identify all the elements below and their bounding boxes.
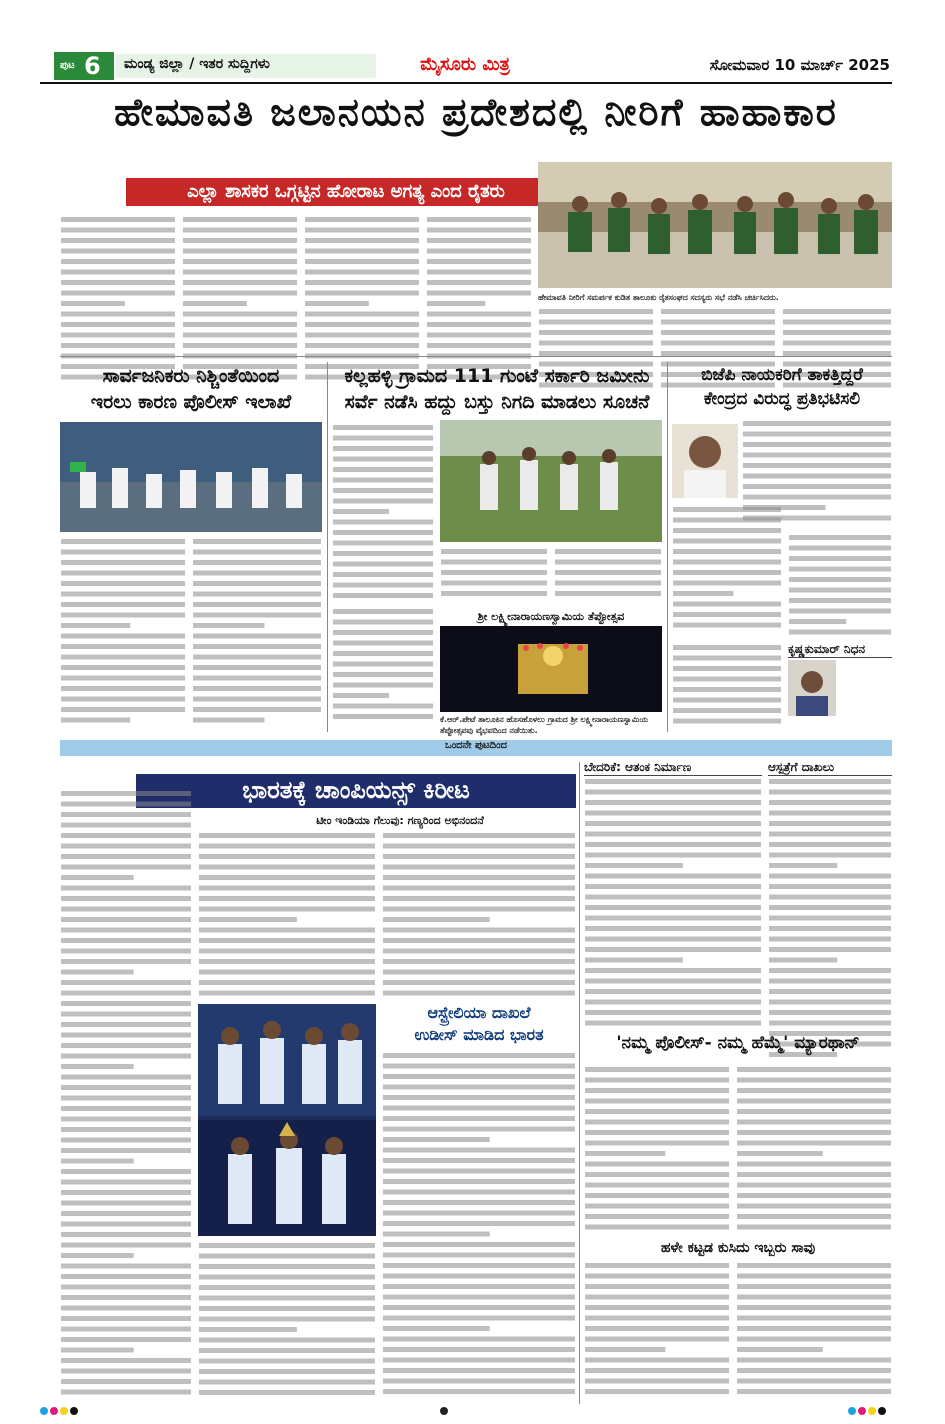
text-lines (554, 546, 662, 606)
text-lines (60, 214, 176, 388)
divider (667, 362, 668, 732)
lead-body-col-2 (182, 214, 298, 388)
text-lines (736, 1064, 892, 1236)
text-lines (332, 422, 434, 602)
land-headline-2: ಸರ್ವೆ ನಡೆಸಿ ಹದ್ದು ಬಸ್ತು ನಿಗದಿ ಮಾಡಲು ಸೂಚನೆ (344, 391, 650, 413)
text-lines (198, 830, 376, 1000)
divider (579, 762, 580, 1404)
lead-subhead: ಎಲ್ಲಾ ಶಾಸಕರ ಒಗ್ಗಟ್ಟಿನ ಹೋರಾಟ ಅಗತ್ಯ ಎಂದ ರೈತರು (126, 178, 566, 206)
newspaper-page (40, 44, 892, 1384)
land-body-col-2 (440, 546, 548, 606)
hospital-body (768, 776, 892, 1060)
obituary-title: ಕೃಷ್ಣಕುಮಾರ್ ನಿಧನ (788, 642, 892, 658)
land-headline-1: ಕಲ್ಲಹಳ್ಳಿ ಗ್ರಾಮದ 111 ಗುಂಟೆ ಸರ್ಕಾರಿ ಜಮೀನು (344, 365, 650, 387)
land-survey-photo (440, 420, 662, 542)
issue-date: ಸೋಮವಾರ 10 ಮಾರ್ಚ್ 2025 (709, 56, 890, 74)
lead-body-col-1 (60, 214, 176, 388)
cricket-body-col-3 (382, 830, 576, 1000)
land-body-col-1 (332, 422, 434, 602)
registration-mark (440, 1400, 512, 1410)
politician-photo (672, 424, 738, 498)
marathon-body-col-2 (736, 1064, 892, 1236)
land-body-col-3 (554, 546, 662, 606)
cricket-headline: ಭಾರತಕ್ಕೆ ಚಾಂಪಿಯನ್ಸ್ ಕಿರೀಟ (136, 774, 576, 808)
page-number: 6 (84, 52, 101, 80)
text-lines (198, 1240, 376, 1404)
lead-photo (538, 162, 892, 288)
cricket-celebration-photo (198, 1004, 376, 1236)
collapse-body-col-1 (584, 1260, 730, 1404)
temple-festival-photo (440, 626, 662, 712)
text-lines (60, 788, 192, 1404)
hospital-title: ಆಸ್ಪತ್ರೆಗೆ ದಾಖಲು (768, 760, 892, 776)
continued-from-front-ribbon: ಒಂದನೇ ಪುಟದಿಂದ (60, 740, 892, 756)
land-body-col-4 (332, 606, 434, 728)
cricket-body-col-4 (198, 1240, 376, 1404)
text-lines (672, 504, 782, 638)
fear-body (584, 776, 762, 1026)
print-color-bar (848, 1400, 920, 1410)
text-lines (440, 546, 548, 606)
text-lines (382, 1050, 576, 1404)
lead-headline: ಹೇಮಾವತಿ ಜಲಾನಯನ ಪ್ರದೇಶದಲ್ಲಿ ನೀರಿಗೆ ಹಾಹಾಕಾರ (114, 90, 838, 134)
text-lines (426, 214, 532, 388)
print-color-bar (40, 1400, 112, 1410)
police-marathon-photo (60, 422, 322, 532)
divider (327, 362, 328, 732)
page-number-badge (54, 52, 114, 80)
fear-title: ಬೇದರಿಕೆ: ಆತಂಕ ನಿರ್ಮಾಣ (584, 760, 762, 776)
obituary-photo (788, 660, 836, 716)
temple-festival-title: ಶ್ರೀ ಲಕ್ಷ್ಮೀನಾರಾಯಣಸ್ವಾಮಿಯ ತೆಪ್ಪೋತ್ಸವ (477, 610, 625, 623)
cricket-body-col-5 (382, 1050, 576, 1404)
text-lines (192, 536, 322, 728)
text-lines (584, 1260, 730, 1404)
page-label: ಪುಟ (60, 60, 75, 71)
lead-body-col-4 (426, 214, 532, 388)
section-title: ಮಂಡ್ಯ ಜಿಲ್ಲಾ / ಇತರ ಸುದ್ದಿಗಳು (116, 54, 376, 78)
collapse-headline: ಹಳೇ ಕಟ್ಟಡ ಕುಸಿದು ಇಬ್ಬರು ಸಾವು (660, 1240, 816, 1256)
text-lines (382, 830, 576, 1000)
police-headline-2: ಇರಲು ಕಾರಣ ಪೊಲೀಸ್ ಇಲಾಖೆ (90, 391, 292, 413)
newspaper-logo: ಮೈಸೂರು ಮಿತ್ರ (420, 54, 510, 75)
cricket-kicker: ಟೀಂ ಇಂಡಿಯಾ ಗೆಲುವು: ಗಣ್ಯರಿಂದ ಅಭಿನಂದನೆ (316, 814, 484, 827)
text-lines (584, 1064, 730, 1236)
text-lines (788, 532, 892, 638)
text-lines (584, 776, 762, 1026)
masthead (40, 48, 892, 84)
police-headline-1: ಸಾರ್ವಜನಿಕರು ನಿಶ್ಚಿಂತೆಯಿಂದ (102, 365, 280, 387)
police-body-col-2 (192, 536, 322, 728)
cricket-body-col-2 (198, 830, 376, 1000)
lead-body-col-3 (304, 214, 420, 388)
marathon-headline: 'ನಮ್ಮ ಪೊಲೀಸ್- ನಮ್ಮ ಹೆಮ್ಮೆ' ಮ್ಯಾರಥಾನ್ (616, 1033, 860, 1053)
text-lines (60, 536, 186, 728)
bjp-headline-2: ಕೇಂದ್ರದ ವಿರುದ್ಧ ಪ್ರತಿಭಟಿಸಲಿ (703, 389, 861, 409)
text-lines (332, 606, 434, 728)
bjp-body-col-4 (672, 642, 782, 728)
bjp-body-col-2 (672, 504, 782, 638)
text-lines (304, 214, 420, 388)
bjp-body-col-3 (788, 532, 892, 638)
bjp-headline-1: ಬಿಜೆಪಿ ನಾಯಕರಿಗೆ ತಾಕತ್ತಿದ್ದರೆ (701, 365, 863, 385)
lead-photo-caption: ಹೇಮಾವತಿ ನೀರಿಗೆ ಸಮರ್ಪಕ ಕುಡಿತ ತಾಲೂಕು ರೈತಸಂಘದ ಸದಸ್ಯರು ಸಭೆ ನಡೆಸಿ ಚರ್ಚಿಸಿದರು. (538, 293, 779, 302)
cricket-body-col-1 (60, 788, 192, 1404)
text-lines (182, 214, 298, 388)
collapse-body-col-2 (736, 1260, 892, 1404)
text-lines (672, 642, 782, 728)
text-lines (768, 776, 892, 1060)
police-body-col-1 (60, 536, 186, 728)
marathon-body-col-1 (584, 1064, 730, 1236)
temple-festival-caption: ಕೆ.ಆರ್.ಪೇಟೆ ತಾಲೂಕಿನ ಹೊಸಹೊಳಲು ಗ್ರಾಮದ ಶ್ರೀ ಲಕ್ಷ್ಮೀನಾರಾಯಣಸ್ವಾಮಿಯ ತೆಪ್ಪೋತ್ಸವವು ವೈಭವದಿಂದ ನಡೆಯಿತು. (440, 715, 649, 735)
divider (60, 356, 892, 357)
text-lines (736, 1260, 892, 1404)
australia-record-title-2: ಉಡೀಸ್ ಮಾಡಿದ ಭಾರತ (414, 1025, 544, 1044)
australia-record-title-1: ಆಸ್ಟ್ರೇಲಿಯಾ ದಾಖಲೆ (427, 1003, 531, 1022)
